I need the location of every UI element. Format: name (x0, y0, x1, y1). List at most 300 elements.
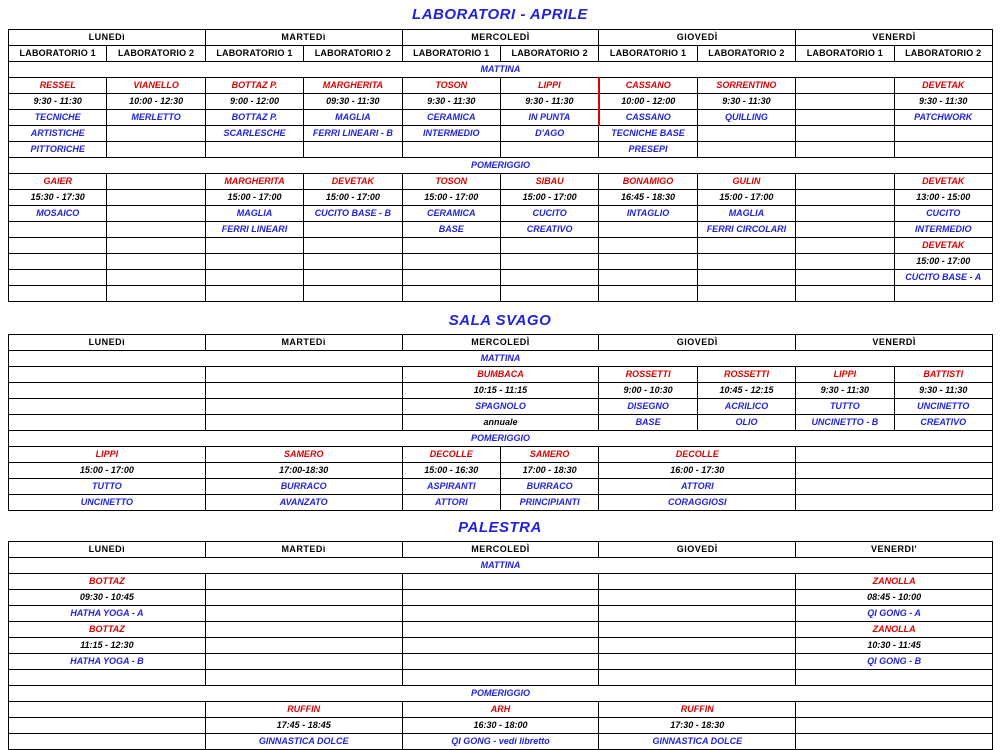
cell-course (304, 270, 402, 286)
cell-time (599, 638, 796, 654)
cell-time: 17:00 - 18:30 (500, 463, 598, 479)
lab-header: LABORATORIO 1 (796, 46, 894, 62)
cell-teacher: BATTISTI (894, 367, 992, 383)
cell-teacher: VIANELLO (107, 78, 205, 94)
cell-course: ACRILICO (697, 399, 795, 415)
cell-course: GINNASTICA DOLCE (599, 734, 796, 750)
cell-teacher: ROSSETTI (599, 367, 697, 383)
cell-course: PITTORICHE (9, 142, 107, 158)
cell-teacher (205, 574, 402, 590)
cell-time (796, 190, 894, 206)
cell-course: UNCINETTO (894, 399, 992, 415)
cell-course: TECNICHE BASE (599, 126, 697, 142)
cell-course (205, 606, 402, 622)
cell-course: QI GONG - vedi libretto (402, 734, 599, 750)
cell-time: 9:00 - 12:00 (205, 94, 303, 110)
cell-time: 17:30 - 18:30 (599, 718, 796, 734)
cell-time: 17:00-18:30 (205, 463, 402, 479)
cell-time: 15:00 - 17:00 (894, 254, 992, 270)
cell-course (205, 142, 303, 158)
table-row (9, 447, 993, 463)
cell-time: 9:30 - 11:30 (697, 94, 795, 110)
day-header-venerdi: VENERDI' (796, 542, 993, 558)
cell-course: CUCITO (500, 206, 598, 222)
cell-course: CASSANO (599, 110, 697, 126)
cell-time: 10:30 - 11:45 (796, 638, 993, 654)
table-row (9, 78, 993, 94)
cell-time: 15:00 - 17:00 (500, 190, 598, 206)
table-row (9, 734, 993, 750)
cell-time: 9:30 - 11:30 (402, 94, 500, 110)
cell-teacher: LIPPI (500, 78, 598, 94)
cell-teacher: ZANOLLA (796, 574, 993, 590)
table-row (9, 479, 993, 495)
cell-course: annuale (402, 415, 599, 431)
cell-course: UNCINETTO - B (796, 415, 894, 431)
cell-teacher: GAIER (9, 174, 107, 190)
cell-course (796, 479, 993, 495)
lab-header: LABORATORIO 2 (697, 46, 795, 62)
table-row (9, 254, 993, 270)
cell-teacher: TOSON (402, 78, 500, 94)
cell-teacher (402, 238, 500, 254)
cell-teacher (9, 367, 206, 383)
cell-time (402, 638, 599, 654)
cell-time: 09:30 - 11:30 (304, 94, 402, 110)
cell-course: ASPIRANTI (402, 479, 500, 495)
cell-course: TUTTO (796, 399, 894, 415)
table-row (9, 463, 993, 479)
cell-time (599, 590, 796, 606)
cell-teacher (796, 78, 894, 94)
day-header-martedi: MARTEDì (205, 30, 402, 46)
cell-course: BURRACO (500, 479, 598, 495)
palestra-table (8, 541, 993, 750)
cell-course (107, 142, 205, 158)
table-row (9, 638, 993, 654)
cell-course (9, 270, 107, 286)
cell-course: D'AGO (500, 126, 598, 142)
svago-mattina-label-row (9, 351, 993, 367)
cell-course (796, 734, 993, 750)
cell-time: 15:00 - 17:00 (205, 190, 303, 206)
cell-course (304, 142, 402, 158)
table-row (9, 718, 993, 734)
cell-teacher: BOTTAZ (9, 574, 206, 590)
day-header-venerdi: VENERDÌ (796, 30, 993, 46)
lab-header: LABORATORIO 2 (500, 46, 598, 62)
day-header-giovedi: GIOVEDÌ (599, 335, 796, 351)
cell-empty (205, 670, 402, 686)
laboratori-lab-header-row (9, 46, 993, 62)
cell-time (697, 254, 795, 270)
cell-course (9, 222, 107, 238)
palestra-title: PALESTRA (458, 519, 542, 536)
cell-time: 16:00 - 17:30 (599, 463, 796, 479)
cell-teacher: CASSANO (599, 78, 697, 94)
cell-course: CREATIVO (894, 415, 992, 431)
cell-time: 16:30 - 18:00 (402, 718, 599, 734)
part-of-day-pomeriggio: POMERIGGIO (9, 431, 993, 447)
table-row (9, 286, 993, 302)
cell-course (697, 142, 795, 158)
cell-course (796, 110, 894, 126)
cell-course: INTERMEDIO (402, 126, 500, 142)
table-row (9, 670, 993, 686)
cell-course (107, 222, 205, 238)
cell-course: OLIO (697, 415, 795, 431)
cell-course (599, 654, 796, 670)
cell-time (402, 590, 599, 606)
cell-empty (9, 670, 206, 686)
cell-empty (9, 286, 107, 302)
cell-teacher: DEVETAK (894, 78, 992, 94)
lab-header: LABORATORIO 1 (402, 46, 500, 62)
cell-time (107, 190, 205, 206)
page-title: LABORATORI - APRILE (412, 6, 588, 23)
cell-course: TECNICHE (9, 110, 107, 126)
cell-teacher: SAMERO (500, 447, 598, 463)
cell-empty (500, 286, 598, 302)
cell-time: 13:00 - 15:00 (894, 190, 992, 206)
cell-teacher (796, 702, 993, 718)
day-header-martedi: MARTEDì (205, 542, 402, 558)
laboratori-pomeriggio-label-row (9, 158, 993, 174)
table-row (9, 238, 993, 254)
cell-time (107, 254, 205, 270)
cell-time: 15:00 - 17:00 (304, 190, 402, 206)
cell-teacher (402, 622, 599, 638)
palestra-day-header-row (9, 542, 993, 558)
cell-course: DISEGNO (599, 399, 697, 415)
cell-course: MAGLIA (697, 206, 795, 222)
cell-teacher: RUFFIN (599, 702, 796, 718)
cell-teacher: TOSON (402, 174, 500, 190)
cell-time: 9:30 - 11:30 (796, 383, 894, 399)
table-row (9, 590, 993, 606)
cell-teacher: LIPPI (9, 447, 206, 463)
cell-course: MERLETTO (107, 110, 205, 126)
cell-empty (796, 286, 894, 302)
cell-course (402, 142, 500, 158)
cell-time (304, 254, 402, 270)
cell-teacher (796, 447, 993, 463)
cell-time (9, 383, 206, 399)
cell-teacher: LIPPI (796, 367, 894, 383)
cell-course (9, 415, 206, 431)
table-row (9, 702, 993, 718)
laboratori-day-header-row (9, 30, 993, 46)
cell-teacher (9, 702, 206, 718)
svago-day-header-row (9, 335, 993, 351)
svago-pomeriggio-label-row (9, 431, 993, 447)
cell-time: 15:30 - 17:30 (9, 190, 107, 206)
cell-course: CERAMICA (402, 206, 500, 222)
cell-time: 08:45 - 10:00 (796, 590, 993, 606)
cell-course (697, 270, 795, 286)
cell-time (9, 254, 107, 270)
cell-time: 9:30 - 11:30 (9, 94, 107, 110)
part-of-day-mattina: MATTINA (9, 351, 993, 367)
cell-teacher: SIBAU (500, 174, 598, 190)
table-row (9, 222, 993, 238)
cell-course (402, 270, 500, 286)
day-header-giovedi: GIOVEDÌ (599, 542, 796, 558)
cell-course (796, 142, 894, 158)
cell-teacher: DEVETAK (894, 238, 992, 254)
cell-course (205, 654, 402, 670)
cell-time (402, 254, 500, 270)
cell-empty (304, 286, 402, 302)
cell-course: CUCITO (894, 206, 992, 222)
cell-empty (402, 670, 599, 686)
day-header-martedi: MARTEDì (205, 335, 402, 351)
cell-teacher: BOTTAZ P. (205, 78, 303, 94)
cell-course: UNCINETTO (9, 495, 206, 511)
cell-teacher (697, 238, 795, 254)
palestra-pomeriggio-label-row (9, 686, 993, 702)
cell-empty (402, 286, 500, 302)
cell-course: ATTORI (402, 495, 500, 511)
cell-course: BURRACO (205, 479, 402, 495)
cell-course (500, 142, 598, 158)
cell-teacher: RUFFIN (205, 702, 402, 718)
table-row (9, 622, 993, 638)
cell-course: CERAMICA (402, 110, 500, 126)
cell-time: 15:00 - 17:00 (402, 190, 500, 206)
table-row (9, 654, 993, 670)
day-header-mercoledi: MERCOLEDÌ (402, 335, 599, 351)
cell-teacher: MARGHERITA (304, 78, 402, 94)
cell-course (205, 399, 402, 415)
sala-svago-table (8, 334, 993, 511)
cell-course: PRINCIPIANTI (500, 495, 598, 511)
cell-course: SCARLESCHE (205, 126, 303, 142)
lab-header: LABORATORIO 2 (304, 46, 402, 62)
cell-course: FERRI LINEARI (205, 222, 303, 238)
table-row (9, 367, 993, 383)
table-row (9, 606, 993, 622)
cell-course: QUILLING (697, 110, 795, 126)
cell-course: IN PUNTA (500, 110, 598, 126)
cell-empty (107, 286, 205, 302)
cell-course: BASE (599, 415, 697, 431)
cell-teacher: SAMERO (205, 447, 402, 463)
cell-teacher (796, 238, 894, 254)
cell-course (107, 206, 205, 222)
cell-teacher: BUMBACA (402, 367, 599, 383)
cell-teacher: MARGHERITA (205, 174, 303, 190)
cell-empty (205, 286, 303, 302)
day-header-giovedi: GIOVEDÌ (599, 30, 796, 46)
cell-time (9, 718, 206, 734)
part-of-day-pomeriggio: POMERIGGIO (9, 686, 993, 702)
cell-course: CUCITO BASE - A (894, 270, 992, 286)
cell-time: 17:45 - 18:45 (205, 718, 402, 734)
table-row (9, 270, 993, 286)
lab-header: LABORATORIO 1 (599, 46, 697, 62)
cell-course (107, 126, 205, 142)
cell-empty (894, 286, 992, 302)
table-row (9, 94, 993, 110)
cell-teacher (599, 574, 796, 590)
cell-teacher: DEVETAK (304, 174, 402, 190)
cell-course (796, 222, 894, 238)
cell-time: 9:00 - 10:30 (599, 383, 697, 399)
lab-header: LABORATORIO 2 (894, 46, 992, 62)
cell-course: CORAGGIOSI (599, 495, 796, 511)
cell-course: FERRI LINEARI - B (304, 126, 402, 142)
sala-svago-title: SALA SVAGO (448, 312, 552, 329)
cell-course (205, 270, 303, 286)
cell-time (796, 94, 894, 110)
cell-teacher (796, 174, 894, 190)
cell-time: 15:00 - 16:30 (402, 463, 500, 479)
cell-course: PATCHWORK (894, 110, 992, 126)
table-row (9, 206, 993, 222)
cell-time (205, 254, 303, 270)
cell-course (796, 206, 894, 222)
cell-teacher (599, 622, 796, 638)
cell-time (205, 590, 402, 606)
cell-teacher (107, 174, 205, 190)
cell-teacher (107, 238, 205, 254)
cell-teacher: DEVETAK (894, 174, 992, 190)
cell-time: 10:00 - 12:30 (107, 94, 205, 110)
cell-time (599, 254, 697, 270)
cell-course: HATHA YOGA - B (9, 654, 206, 670)
table-row (9, 415, 993, 431)
cell-course (9, 399, 206, 415)
cell-course: PRESEPI (599, 142, 697, 158)
cell-time (796, 254, 894, 270)
cell-course (304, 222, 402, 238)
cell-time: 9:30 - 11:30 (894, 383, 992, 399)
cell-teacher: ZANOLLA (796, 622, 993, 638)
cell-course (205, 415, 402, 431)
cell-course (500, 270, 598, 286)
cell-course: QI GONG - B (796, 654, 993, 670)
cell-course: ATTORI (599, 479, 796, 495)
lab-header: LABORATORIO 1 (205, 46, 303, 62)
cell-teacher (599, 238, 697, 254)
cell-course (697, 126, 795, 142)
table-row (9, 574, 993, 590)
cell-time: 15:00 - 17:00 (9, 463, 206, 479)
cell-time (205, 638, 402, 654)
cell-teacher (402, 574, 599, 590)
cell-course (402, 606, 599, 622)
cell-time: 15:00 - 17:00 (697, 190, 795, 206)
day-header-lunedi: LUNEDì (9, 30, 206, 46)
table-row (9, 110, 993, 126)
part-of-day-mattina: MATTINA (9, 558, 993, 574)
cell-course (796, 495, 993, 511)
cell-course: AVANZATO (205, 495, 402, 511)
cell-teacher (500, 238, 598, 254)
table-row (9, 383, 993, 399)
cell-teacher: ROSSETTI (697, 367, 795, 383)
cell-empty (599, 286, 697, 302)
cell-time: 11:15 - 12:30 (9, 638, 206, 654)
cell-empty (697, 286, 795, 302)
cell-course: GINNASTICA DOLCE (205, 734, 402, 750)
cell-teacher: BONAMIGO (599, 174, 697, 190)
cell-course: BASE (402, 222, 500, 238)
cell-teacher (205, 367, 402, 383)
cell-course: SPAGNOLO (402, 399, 599, 415)
lab-header: LABORATORIO 1 (9, 46, 107, 62)
cell-empty (599, 670, 796, 686)
table-row (9, 142, 993, 158)
cell-course (107, 270, 205, 286)
palestra-mattina-label-row (9, 558, 993, 574)
cell-course (599, 606, 796, 622)
part-of-day-pomeriggio: POMERIGGIO (9, 158, 993, 174)
table-row (9, 399, 993, 415)
laboratori-table (8, 29, 993, 302)
cell-course (402, 654, 599, 670)
cell-course: CUCITO BASE - B (304, 206, 402, 222)
cell-course: FERRI CIRCOLARI (697, 222, 795, 238)
cell-teacher (9, 238, 107, 254)
cell-time: 10:45 - 12:15 (697, 383, 795, 399)
cell-course: MOSAICO (9, 206, 107, 222)
part-of-day-mattina: MATTINA (9, 62, 993, 78)
cell-course (9, 734, 206, 750)
cell-empty (796, 670, 993, 686)
cell-course: BOTTAZ P. (205, 110, 303, 126)
cell-course (796, 126, 894, 142)
day-header-lunedi: LUNEDì (9, 542, 206, 558)
table-row (9, 190, 993, 206)
cell-time: 9:30 - 11:30 (500, 94, 598, 110)
cell-time (796, 718, 993, 734)
cell-time: 16:45 - 18:30 (599, 190, 697, 206)
cell-teacher (304, 238, 402, 254)
day-header-mercoledi: MERCOLEDÌ (402, 30, 599, 46)
lab-header: LABORATORIO 2 (107, 46, 205, 62)
cell-time (205, 383, 402, 399)
cell-time: 09:30 - 10:45 (9, 590, 206, 606)
cell-course (599, 270, 697, 286)
cell-teacher: DECOLLE (402, 447, 500, 463)
cell-course: INTAGLIO (599, 206, 697, 222)
cell-teacher: ARH (402, 702, 599, 718)
cell-course: HATHA YOGA - A (9, 606, 206, 622)
cell-teacher: RESSEL (9, 78, 107, 94)
day-header-lunedi: LUNEDì (9, 335, 206, 351)
cell-course: QI GONG - A (796, 606, 993, 622)
cell-course (894, 126, 992, 142)
cell-teacher: BOTTAZ (9, 622, 206, 638)
cell-course: ARTISTICHE (9, 126, 107, 142)
cell-time: 9:30 - 11:30 (894, 94, 992, 110)
cell-course: CREATIVO (500, 222, 598, 238)
table-row (9, 174, 993, 190)
cell-time (796, 463, 993, 479)
cell-course: MAGLIA (205, 206, 303, 222)
cell-course: TUTTO (9, 479, 206, 495)
cell-teacher: GULIN (697, 174, 795, 190)
cell-course (599, 222, 697, 238)
cell-course: MAGLIA (304, 110, 402, 126)
day-header-venerdi: VENERDÌ (796, 335, 993, 351)
cell-time: 10:15 - 11:15 (402, 383, 599, 399)
cell-teacher: SORRENTINO (697, 78, 795, 94)
laboratori-mattina-label-row (9, 62, 993, 78)
table-row (9, 126, 993, 142)
